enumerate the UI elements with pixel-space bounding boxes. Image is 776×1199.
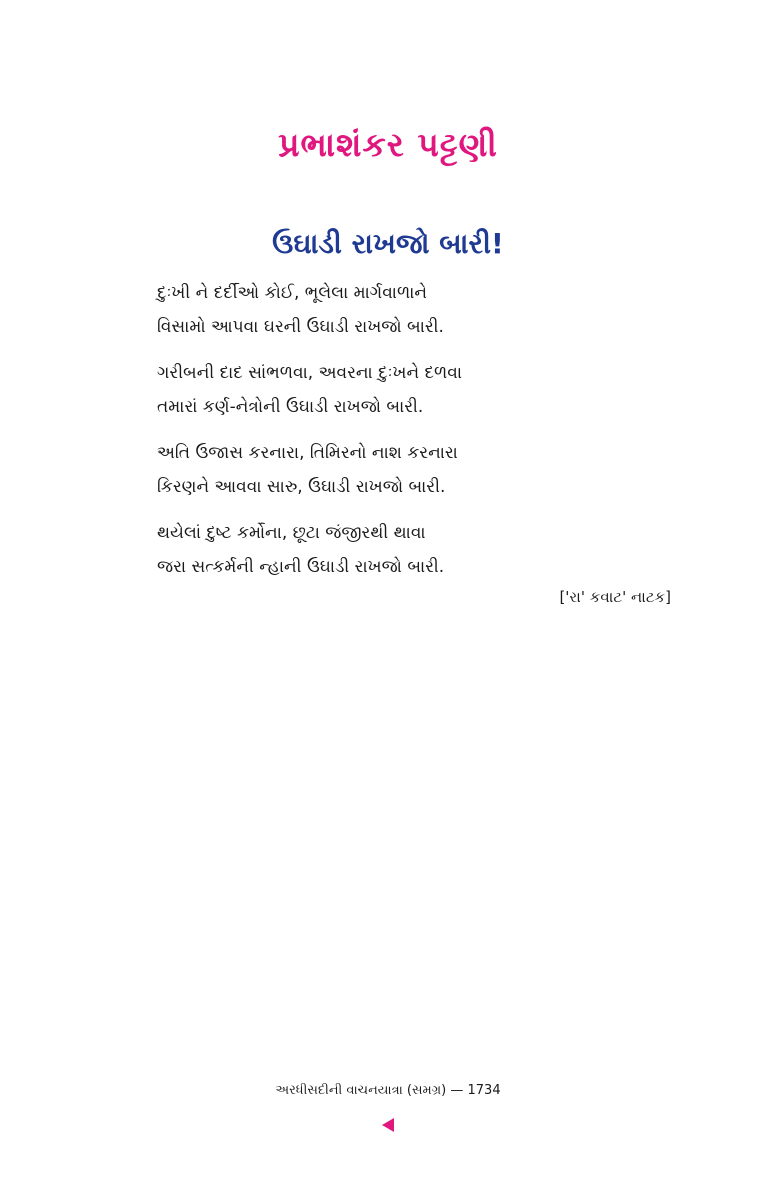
poem-line: અતિ ઉજાસ કરનારા, તિમિરનો નાશ કરનારા xyxy=(157,443,458,463)
footer-book-title: અરધીસદીની વાચનયાત્રા (સમગ્ર) xyxy=(275,1083,447,1098)
poem-line: જરા સત્કર્મની ન્હાની ઉઘાડી રાખજો બારી. xyxy=(157,557,445,577)
poem-line: દુઃખી ને દર્દીઓ કોઈ, ભૂલેલા માર્ગવાળાને xyxy=(157,283,428,303)
stanza xyxy=(157,516,677,584)
page-footer xyxy=(0,1083,776,1098)
previous-page-arrow-icon[interactable] xyxy=(382,1118,394,1132)
footer-separator: — xyxy=(450,1083,464,1098)
footer-page-number: 1734 xyxy=(467,1083,501,1098)
source-note: ['રા' કવાટ' નાટક] xyxy=(559,588,671,606)
poem-line: તમારાં કર્ણ-નેત્રોની ઉઘાડી રાખજો બારી. xyxy=(157,397,424,417)
poem-line: કિરણને આવવા સારુ, ઉઘાડી રાખજો બારી. xyxy=(157,477,446,497)
stanza xyxy=(157,436,677,504)
poem-title: ઉઘાડી રાખજો બારી! xyxy=(272,227,504,261)
stanza xyxy=(157,276,677,344)
author-name: પ્રભાશંકર પટ્ટણી xyxy=(278,125,498,165)
poem-line: વિસામો આપવા ઘરની ઉઘાડી રાખજો બારી. xyxy=(157,317,444,337)
stanza xyxy=(157,356,677,424)
poem-body xyxy=(157,276,677,596)
poem-line: ગરીબની દાદ સાંભળવા, અવરના દુઃખને દળવા xyxy=(157,363,463,383)
poem-line: થયેલાં દુષ્ટ કર્મોના, છૂટા જંજીરથી થાવા xyxy=(157,523,426,543)
